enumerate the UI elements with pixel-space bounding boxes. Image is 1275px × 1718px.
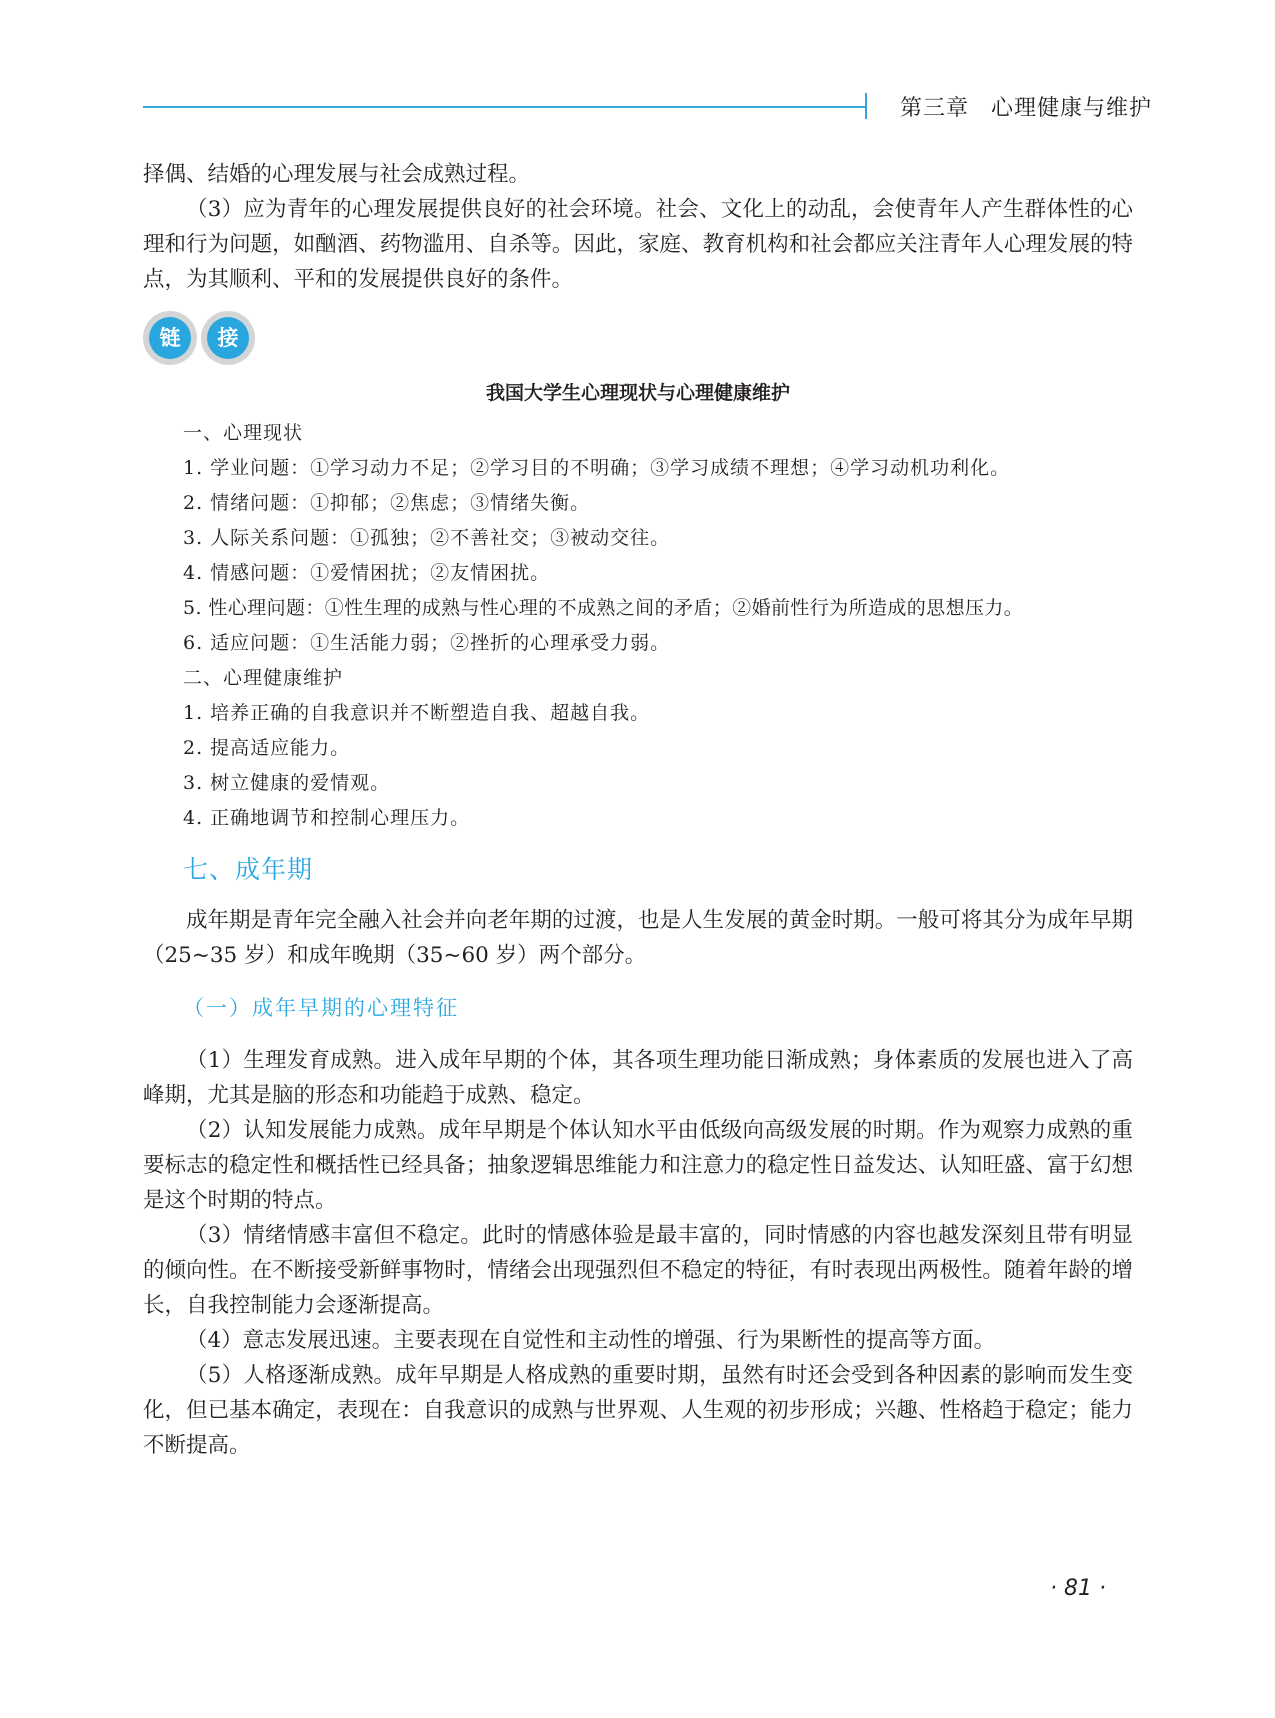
section-intro: 成年期是青年完全融入社会并向老年期的过渡，也是人生发展的黄金时期。一般可将其分为成年早期（25~35 岁）和成年晚期（35~60 岁）两个部分。	[143, 908, 1133, 968]
link-line: 3. 人际关系问题：①孤独；②不善社交；③被动交往。	[183, 527, 671, 549]
paragraph-will: （4）意志发展迅速。主要表现在自觉性和主动性的增强、行为果断性的提高等方面。	[186, 1328, 996, 1353]
section-intro-block	[143, 903, 1133, 973]
paragraph-personality: （5）人格逐渐成熟。成年早期是人格成熟的重要时期，虽然有时还会受到各种因素的影响而发生变化，但已基本确定，表现在：自我意识的成熟与世界观、人生观的初步形成；兴趣、性格趋于稳定；能力不断提高。	[143, 1363, 1133, 1458]
paragraph-cognition: （2）认知发展能力成熟。成年早期是个体认知水平由低级向高级发展的时期。作为观察力成熟的重要标志的稳定性和概括性已经具备；抽象逻辑思维能力和注意力的稳定性日益发达、认知旺盛、富于幻想是这个时期的特点。	[143, 1118, 1133, 1213]
section-title: 七、成年期	[183, 855, 314, 884]
link-line: 4. 正确地调节和控制心理压力。	[183, 807, 471, 829]
link-badge	[143, 311, 263, 365]
link-line: 1. 培养正确的自我意识并不断塑造自我、超越自我。	[183, 702, 651, 724]
paragraph-emotion: （3）情绪情感丰富但不稳定。此时的情感体验是最丰富的，同时情感的内容也越发深刻且带有明显的倾向性。在不断接受新鲜事物时，情绪会出现强烈但不稳定的特征，有时表现出两极性。随着年龄的增长，自我控制能力会逐渐提高。	[143, 1223, 1133, 1318]
paragraph-physiology: （1）生理发育成熟。进入成年早期的个体，其各项生理功能日渐成熟；身体素质的发展也进入了高峰期，尤其是脑的形态和功能趋于成熟、稳定。	[143, 1048, 1133, 1108]
header-divider	[865, 93, 867, 119]
link-line: 6. 适应问题：①生活能力弱；②挫折的心理承受力弱。	[183, 632, 671, 654]
top-text-block	[143, 157, 1133, 297]
chapter-title: 心理健康与维护	[991, 96, 1153, 121]
badge-char-2: 接	[207, 317, 249, 359]
link-line: 5. 性心理问题：①性生理的成熟与性心理的不成熟之间的矛盾；②婚前性行为所造成的思想压力。	[183, 597, 1024, 619]
link-box-list	[183, 416, 1143, 836]
link-line: 3. 树立健康的爱情观。	[183, 772, 391, 794]
chapter-label: 第三章	[900, 96, 970, 121]
running-header	[900, 91, 1152, 122]
badge-bubble-1	[143, 311, 197, 365]
badge-char-1: 链	[149, 317, 191, 359]
subsection-title: （一）成年早期的心理特征	[183, 996, 459, 1020]
link-line-heading-1: 一、心理现状	[183, 422, 304, 444]
page-number: · 81 ·	[1050, 1576, 1106, 1601]
link-line: 4. 情感问题：①爱情困扰；②友情困扰。	[183, 562, 551, 584]
link-line: 2. 情绪问题：①抑郁；②焦虑；③情绪失衡。	[183, 492, 591, 514]
header-rule	[143, 106, 865, 108]
link-line-heading-2: 二、心理健康维护	[183, 667, 344, 689]
link-box-title: 我国大学生心理现状与心理健康维护	[485, 382, 790, 404]
subsection-body	[143, 1043, 1133, 1463]
paragraph-social-environment: （3）应为青年的心理发展提供良好的社会环境。社会、文化上的动乱，会使青年人产生群体性的心理和行为问题，如酗酒、药物滥用、自杀等。因此，家庭、教育机构和社会都应关注青年人心理发展的特点，为其顺利、平和的发展提供良好的条件。	[143, 197, 1133, 292]
paragraph-continuation: 择偶、结婚的心理发展与社会成熟过程。	[143, 162, 531, 187]
link-line: 1. 学业问题：①学习动力不足；②学习目的不明确；③学习成绩不理想；④学习动机功利化。	[183, 457, 1011, 479]
link-line: 2. 提高适应能力。	[183, 737, 351, 759]
badge-bubble-2	[201, 311, 255, 365]
